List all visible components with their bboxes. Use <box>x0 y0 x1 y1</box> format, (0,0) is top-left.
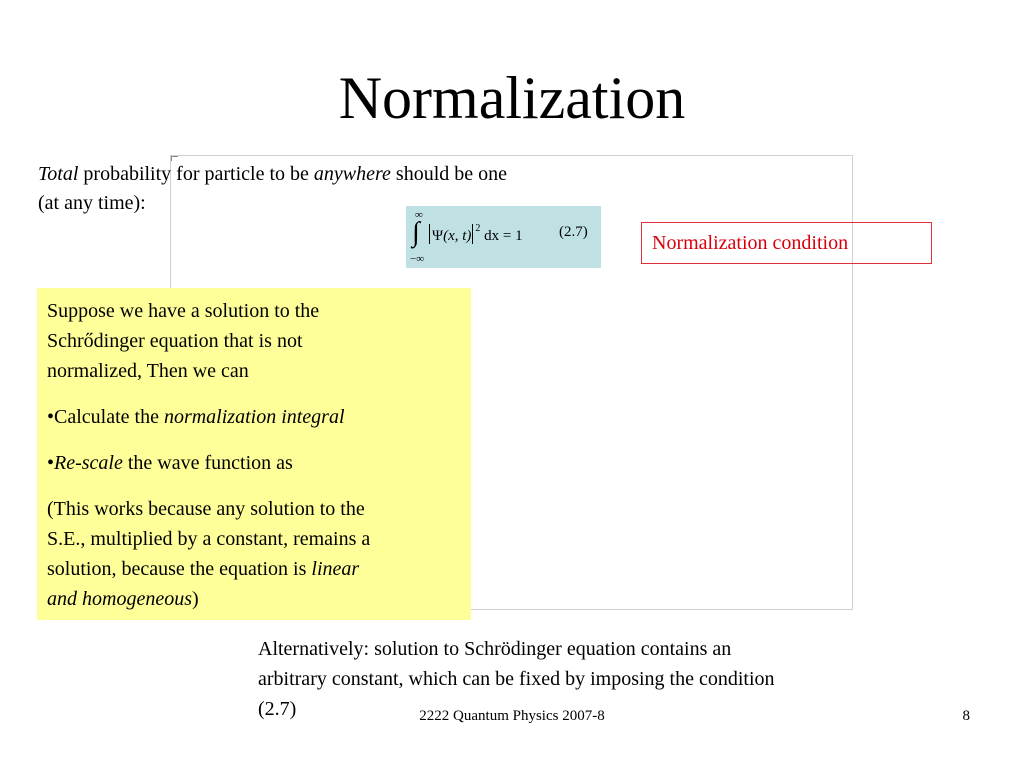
note-para2-line4-tail: ) <box>191 588 199 610</box>
equation-upper-limit: ∞ <box>415 209 423 221</box>
equation-args: (x, t) <box>443 228 472 244</box>
note-para2-line-1: (This works because any solution to the <box>47 498 365 520</box>
equation-psi: Ψ <box>432 228 444 244</box>
footer-page-number: 8 <box>962 708 970 724</box>
intro-line-1 <box>38 160 658 189</box>
note-bullet2-rest: the wave function as <box>122 452 293 474</box>
alternative-line-3: (2.7) <box>258 698 297 720</box>
note-para1-line-2: Schrődinger equation that is not <box>47 330 303 352</box>
intro-total-word: Total <box>38 163 79 185</box>
note-para2-line3-italic: linear <box>311 558 360 580</box>
equation-integral-sign: ∫ <box>412 217 420 248</box>
note-para2-line-4 <box>47 584 461 614</box>
equation-exponent: 2 <box>475 223 481 234</box>
slide-title: Normalization <box>338 65 686 131</box>
footer-course: 2222 Quantum Physics 2007-8 <box>419 708 605 724</box>
normalization-equation <box>406 206 601 268</box>
note-bullet-calculate <box>47 402 461 432</box>
note-bullet1-italic: normalization integral <box>163 406 345 428</box>
note-para2-line-3 <box>47 554 461 584</box>
note-paragraph-2 <box>47 494 461 614</box>
note-paragraph-1 <box>47 296 461 386</box>
intro-anywhere-word: anywhere <box>313 163 391 185</box>
equation-number: (2.7) <box>559 224 588 240</box>
alternative-line-2: arbitrary constant, which can be fixed by imposing the condition <box>258 668 775 690</box>
note-bullet-rescale <box>47 448 461 478</box>
note-para2-line-2: S.E., multiplied by a constant, remains a <box>47 528 371 550</box>
intro-tail-text: should be one <box>390 163 507 185</box>
note-bullet2-italic: Re-scale <box>54 452 123 474</box>
equation-abs-bar-left <box>429 224 431 244</box>
note-para2-line3-prefix: solution, because the equation is <box>47 558 312 580</box>
equation-rhs: dx = 1 <box>484 228 523 244</box>
normalization-condition-label: Normalization condition <box>641 222 932 264</box>
equation-body <box>428 224 523 245</box>
intro-line-2: (at any time): <box>38 192 146 214</box>
procedure-note <box>37 288 471 620</box>
note-para1-line-1: Suppose we have a solution to the <box>47 300 320 322</box>
equation-lower-limit: −∞ <box>410 253 425 265</box>
note-bullet1-prefix: •Calculate the <box>47 406 164 428</box>
alternative-line-1: Alternatively: solution to Schrödinger equation contains an <box>258 638 732 660</box>
note-bullet2-prefix: • <box>47 452 55 474</box>
intro-mid-text: probability for particle to be <box>78 163 314 185</box>
note-para1-line-3: normalized, Then we can <box>47 360 249 382</box>
note-para2-line4-italic: and homogeneous <box>47 588 192 610</box>
